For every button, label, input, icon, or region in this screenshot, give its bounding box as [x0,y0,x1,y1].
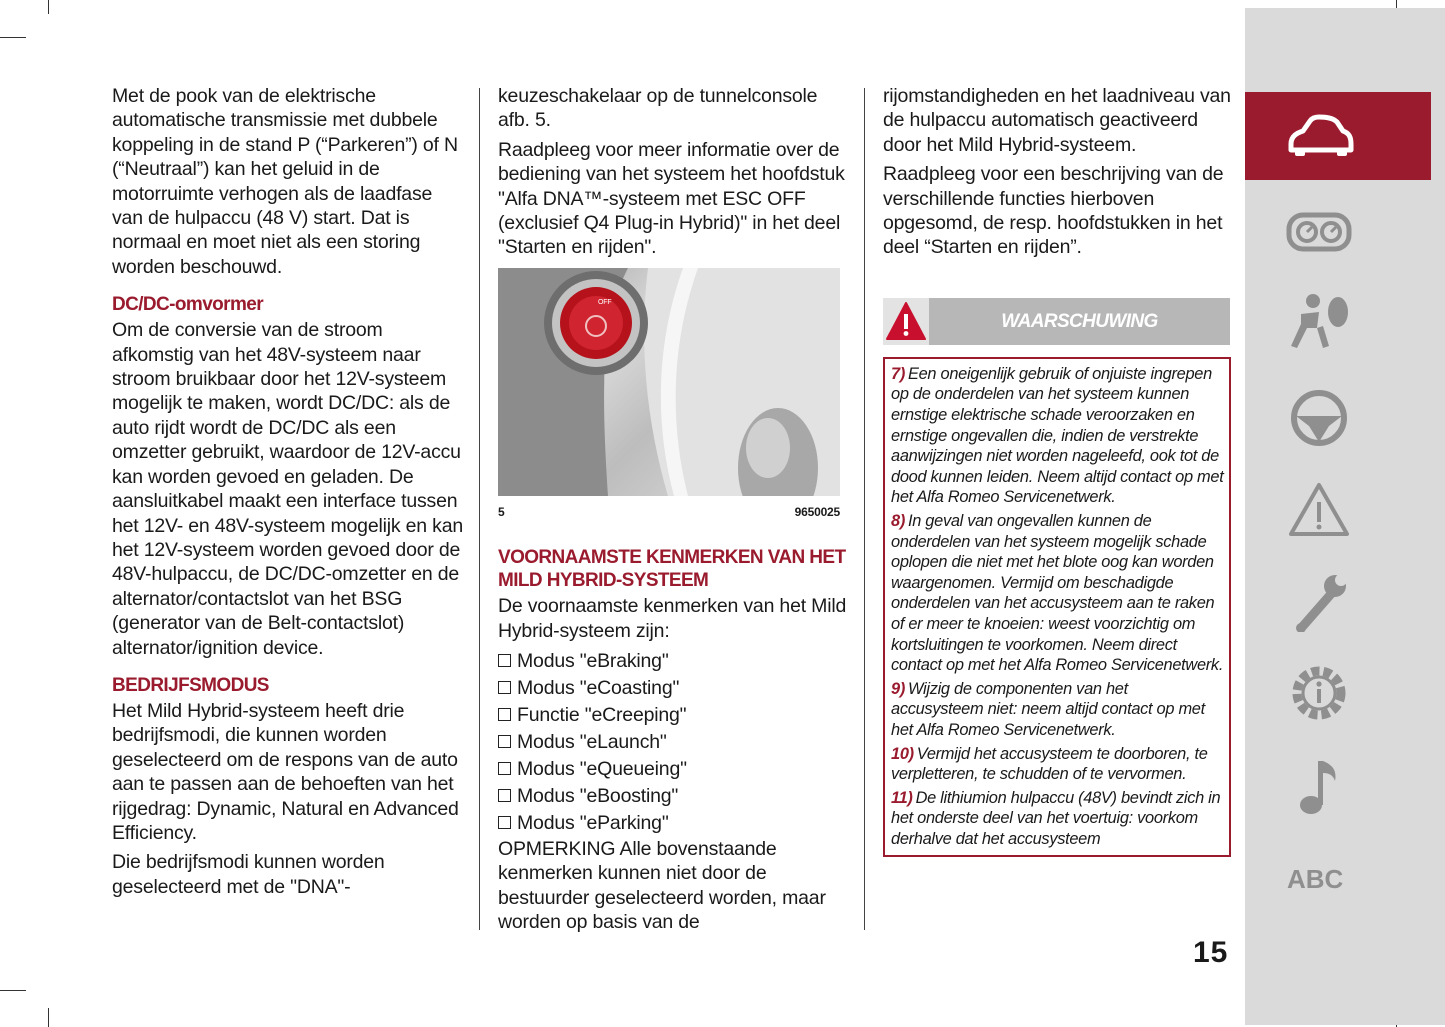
column-1 [112,84,464,904]
dcdc-heading: DC/DC-omvormer [112,294,264,316]
dcdc-paragraph: Om de conversie van de stroom afkomstig van het 48V-systeem naar stroom bruikbaar door het 12V-systeem mogelijk te maken, wordt DC/DC: als de auto rijdt wordt de DC/DC als een omzetter gebruikt, waardoor de 12V-accu kan worden gevoed en geladen. De aansluitkabel maakt een interface tussen het 12V- en 48V-systeem mogelijk en kan het 12V-systeem worden gevoed door de 48V-hulpaccu, de DC/DC-omzetter en de alternator/contactslot van het BSG (generator van de Belt-contactslot) alternator/ignition device. [112,319,463,659]
checkbox-icon [498,735,511,748]
features-list [498,648,848,837]
mode-heading: BEDRIJFSMODUS [112,674,269,696]
checkbox-icon [498,654,511,667]
dna-selector-illustration [498,268,840,496]
sidebar-item-abc[interactable]: ABC [1287,864,1344,894]
checkbox-icon [498,789,511,802]
reference-paragraph: Raadpleeg voor een beschrijving van de verschillende functies hierboven opgesomd, de resp. hoofdstukken in het deel “Starten en rijden”. [883,163,1224,259]
column-2 [498,84,848,940]
music-note-icon[interactable] [1283,757,1355,817]
mode-paragraph-1: Het Mild Hybrid-systeem heeft drie bedrijfsmodi, die kunnen worden geselecteerd om de respons van de auto aan te passen aan de behoeften van het rijgedrag: Dynamic, Natural en Advanced Efficiency. [112,699,459,844]
list-item: Modus "eBraking" [498,648,848,675]
warning-icon [883,298,929,345]
checkbox-icon [498,681,511,694]
column-divider [864,88,865,930]
knob-off-label: OFF [598,298,612,306]
crop-mark [48,0,49,14]
wrench-icon[interactable] [1283,572,1355,632]
list-item: Modus "eLaunch" [498,729,848,756]
dashboard-icon[interactable] [1283,201,1355,261]
warning-item: 11) De lithiumion hulpaccu (48V) bevindt zich in het onderste deel van het voertuig: voorkom derhalve dat het accusysteem [891,788,1221,848]
info-gear-icon[interactable] [1283,663,1355,723]
figure-caption [498,500,840,524]
car-icon[interactable] [1283,106,1355,166]
warning-title: WAARSCHUWING [1001,310,1158,332]
figure-code: 9650025 [794,504,840,519]
list-item: Functie "eCreeping" [498,702,848,729]
crop-mark [0,37,26,38]
crop-mark [48,1008,49,1027]
continued-paragraph: rijomstandigheden en het laadniveau van de hulpaccu automatisch geactiveerd door het Mild Hybrid-systeem. [883,85,1231,156]
list-item: Modus "eQueueing" [498,756,848,783]
intro-paragraph: Met de pook van de elektrische automatische transmissie met dubbele koppeling in de stand P (“Parkeren”) of N (“Neutraal”) kan het geluid in de motorruimte verhogen als de laadfase van de hulpaccu (48 V) start. Dat is normaal en moet niet als een storing worden beschouwd. [112,85,458,278]
checkbox-icon [498,708,511,721]
warning-header [883,298,1230,345]
list-item: Modus "eParking" [498,810,848,837]
features-intro: De voornaamste kenmerken van het Mild Hybrid-systeem zijn: [498,595,847,642]
column-3 [883,84,1231,857]
airbag-icon[interactable] [1283,292,1355,352]
warning-item: 9) Wijzig de componenten van het accusysteem niet: neem altijd contact op met het Alfa Romeo Servicenetwerk. [891,679,1205,739]
list-item: Modus "eCoasting" [498,675,848,702]
warning-triangle-icon[interactable] [1283,480,1355,540]
crop-mark [0,990,26,991]
warning-item: 10) Vermijd het accusysteem te doorboren, te verpletteren, te schudden of te vervormen. [891,744,1208,784]
note-paragraph: OPMERKING Alle bovenstaande kenmerken kunnen niet door de bestuurder geselecteerd worden, maar worden op basis van de [498,838,826,934]
list-item: Modus "eBoosting" [498,783,848,810]
column-divider [479,88,480,930]
figure-number: 5 [498,504,505,519]
dna-selector-figure [498,268,840,496]
checkbox-icon [498,762,511,775]
continued-paragraph: keuzeschakelaar op de tunnelconsole afb. 5. [498,85,818,132]
checkbox-icon [498,816,511,829]
features-heading: VOORNAAMSTE KENMERKEN VAN HET MILD HYBRID-SYSTEEM [498,547,846,592]
reference-paragraph: Raadpleeg voor meer informatie over de bediening van het systeem het hoofdstuk "Alfa DNA™-systeem met ESC OFF (exclusief Q4 Plug-in Hybrid)" in het deel "Starten en rijden". [498,138,845,259]
warning-box [883,357,1231,857]
warning-item: 7) Een oneigenlijk gebruik of onjuiste ingrepen op de onderdelen van het systeem kunnen ernstige elektrische schade veroorzaken en ernstige ongevallen die, indien de verstrekte aanwijzingen niet worden nageleefd, ook tot de dood kunnen leiden. Neem altijd contact op met het Alfa Romeo Servicenetwerk. [891,364,1224,507]
steering-wheel-icon[interactable] [1283,388,1355,448]
mode-paragraph-2: Die bedrijfsmodi kunnen worden geselecteerd met de "DNA"- [112,851,385,898]
page-number: 15 [1193,936,1229,969]
warning-item: 8) In geval van ongevallen kunnen de onderdelen van het systeem mogelijk schade oplopen die niet met het blote oog kan worden waargenomen. Vermijd om beschadigde onderdelen van het accusysteem aan te raken of er meer te knoeien: weest voorzichtig om kortsluitingen te voorkomen. Neem direct contact op met het Alfa Romeo Servicenetwerk. [891,512,1224,675]
